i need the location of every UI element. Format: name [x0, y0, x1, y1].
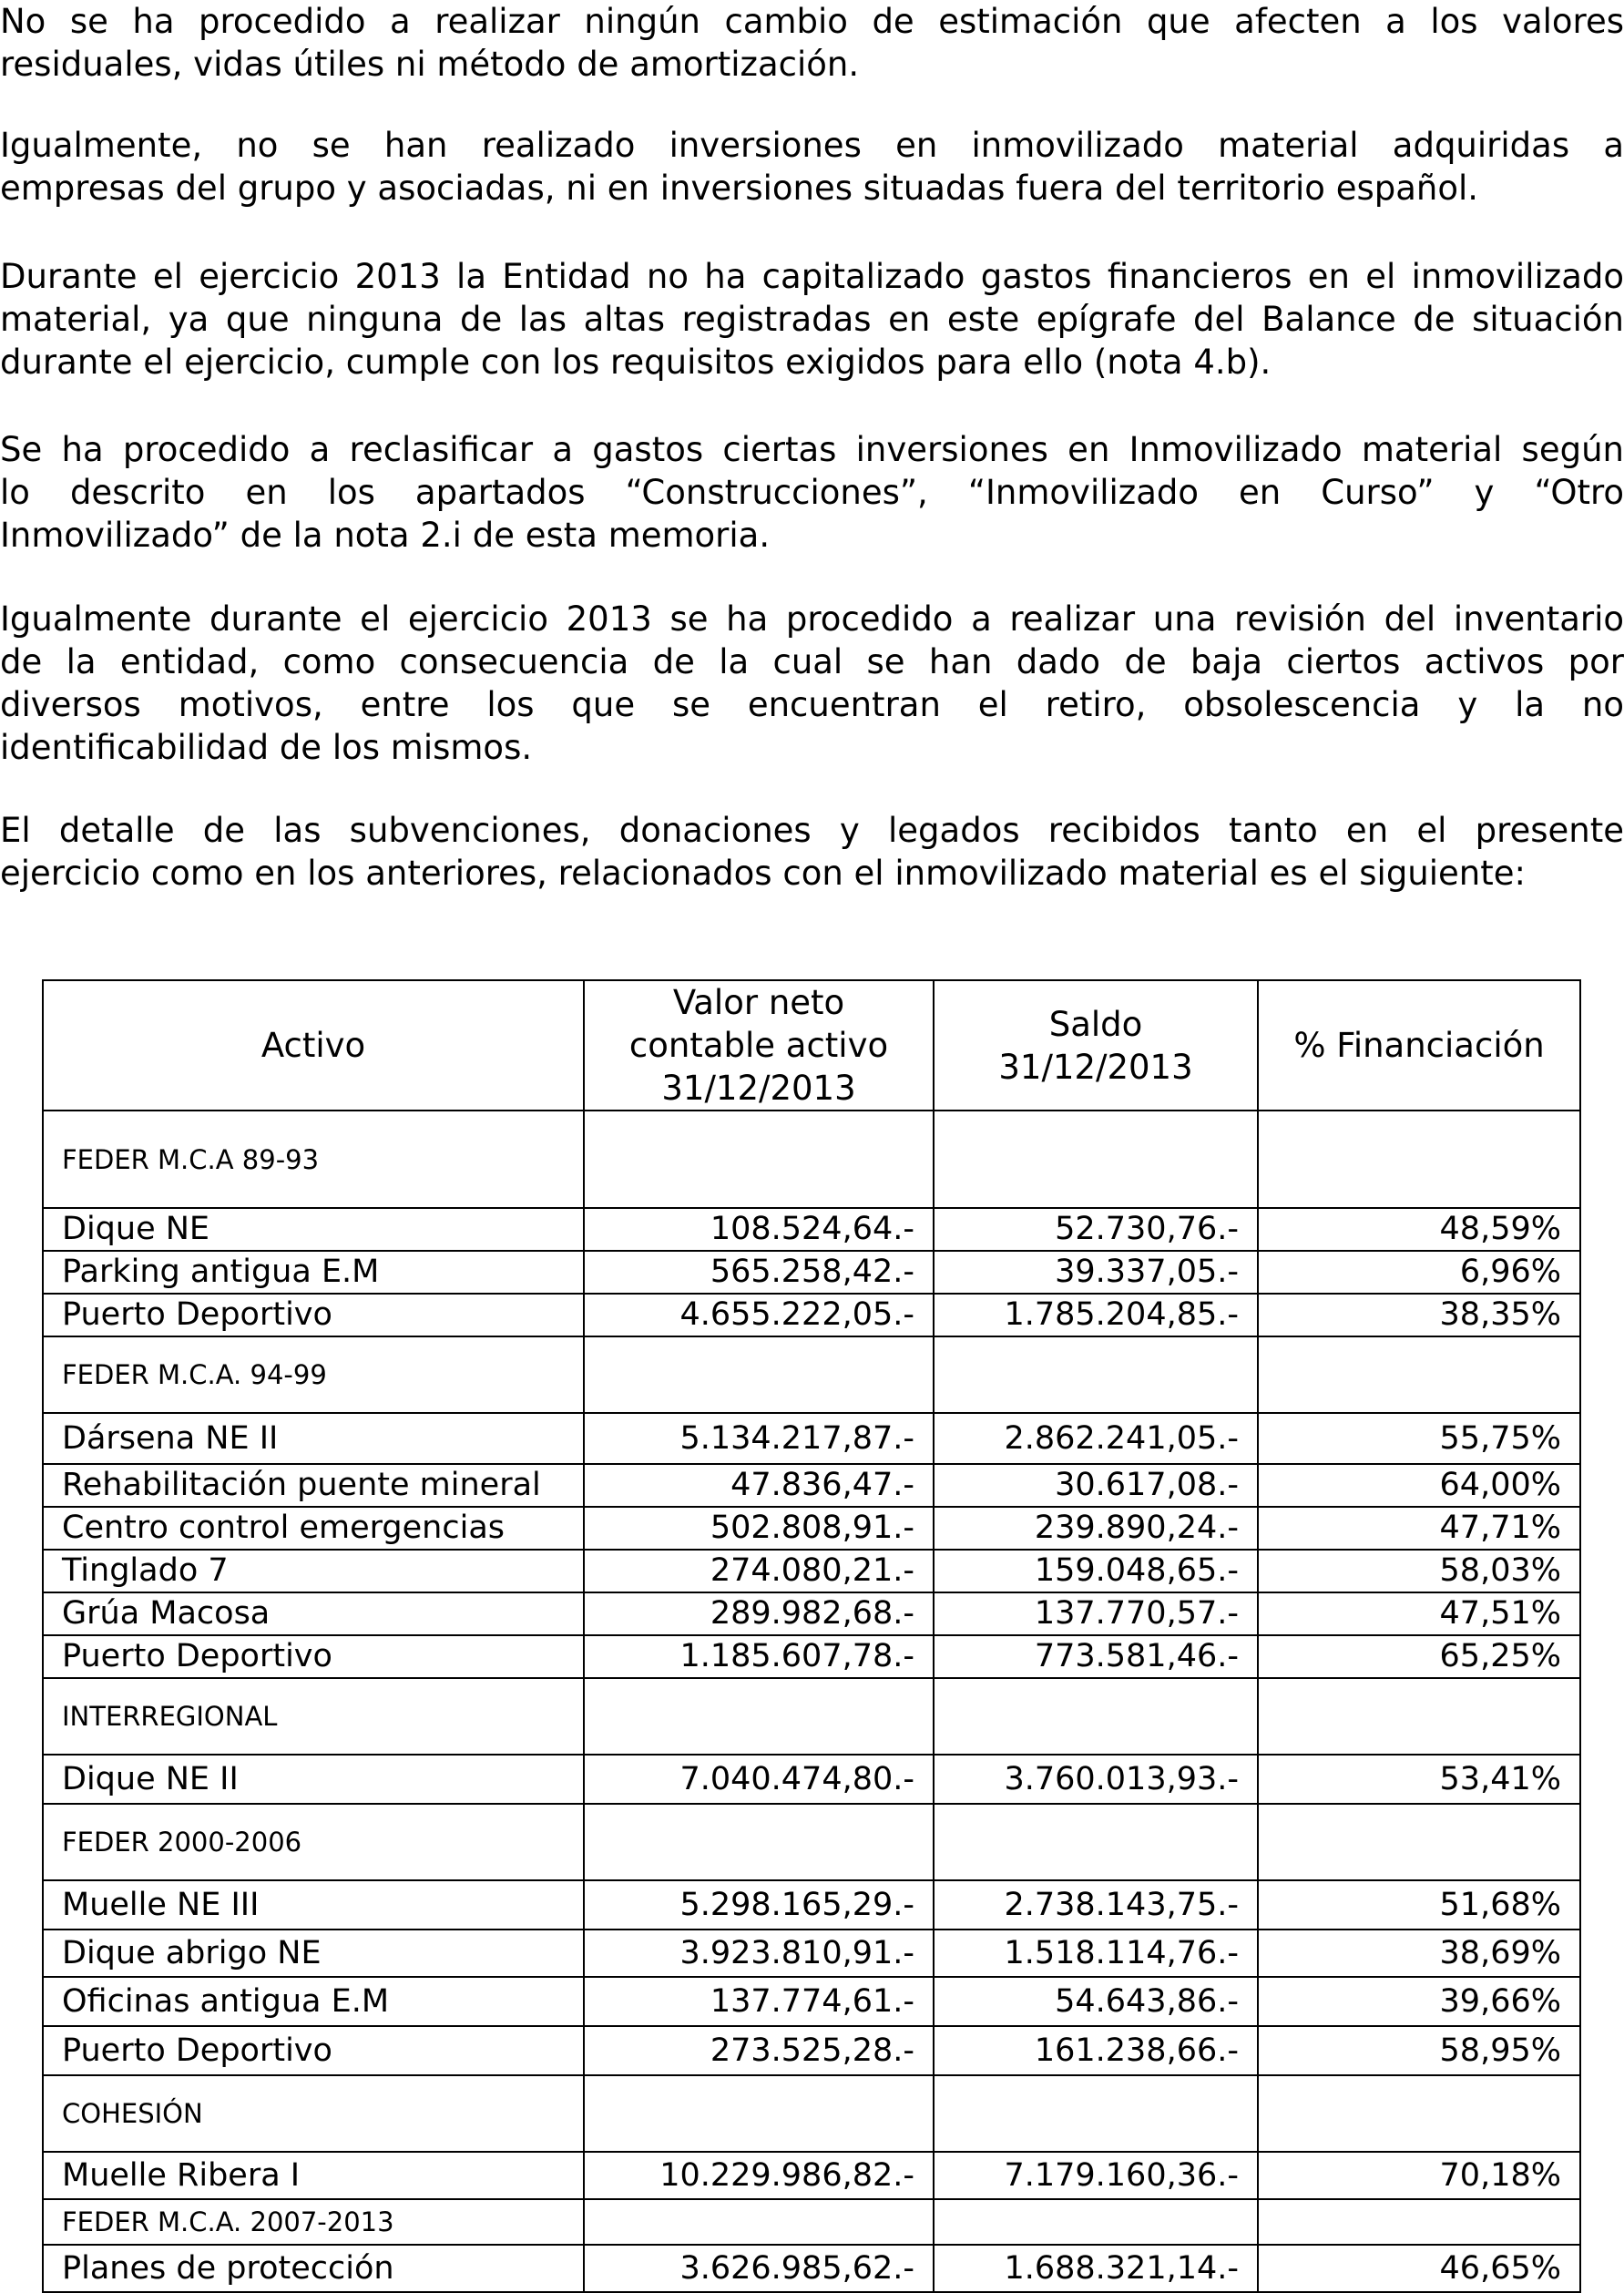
header-valor-neto: Valor neto contable activo 31/12/2013 — [584, 980, 934, 1111]
header-activo: Activo — [43, 980, 584, 1111]
table-body — [43, 1111, 1580, 2292]
cell-saldo: 239.890,24.- — [934, 1507, 1258, 1550]
table-row — [43, 1208, 1580, 1251]
paragraph-line: Igualmente durante el ejercicio 2013 se ha procedido a realizar una revisión del inventario — [0, 599, 1624, 639]
empty-cell — [584, 1678, 934, 1755]
table-row — [43, 1977, 1580, 2026]
cell-financiacion: 70,18% — [1258, 2152, 1580, 2199]
cell-saldo: 7.179.160,36.- — [934, 2152, 1258, 2199]
paragraph-line: El detalle de las subvenciones, donaciones y legados recibidos tanto en el presente — [0, 811, 1624, 850]
cell-valor-neto: 108.524,64.- — [584, 1208, 934, 1251]
paragraph-line: Inmovilizado” de la nota 2.i de esta memoria. — [0, 516, 771, 555]
cell-activo: Dique NE — [43, 1208, 584, 1251]
cell-activo: Puerto Deportivo — [43, 2026, 584, 2075]
table-row — [43, 1294, 1580, 1336]
paragraph-line: ejercicio como en los anteriores, relacionados con el inmovilizado material es el siguiente: — [0, 854, 1526, 893]
cell-activo: Planes de protección — [43, 2245, 584, 2292]
empty-cell — [1258, 1111, 1580, 1208]
group-row — [43, 1111, 1580, 1208]
table-row — [43, 1592, 1580, 1635]
cell-saldo: 54.643,86.- — [934, 1977, 1258, 2026]
cell-financiacion: 55,75% — [1258, 1413, 1580, 1464]
paragraph — [0, 255, 1624, 384]
cell-saldo: 161.238,66.- — [934, 2026, 1258, 2075]
header-saldo: Saldo 31/12/2013 — [934, 980, 1258, 1111]
paragraph-line: Se ha procedido a reclasificar a gastos ciertas inversiones en Inmovilizado material según — [0, 430, 1624, 469]
table-row — [43, 1413, 1580, 1464]
paragraph-line: de la entidad, como consecuencia de la cual se han dado de baja ciertos activos por — [0, 642, 1624, 681]
cell-financiacion: 6,96% — [1258, 1251, 1580, 1294]
cell-valor-neto: 1.185.607,78.- — [584, 1635, 934, 1678]
table-row — [43, 1930, 1580, 1977]
paragraph-line: Durante el ejercicio 2013 la Entidad no ha capitalizado gastos financieros en el inmovilizado — [0, 257, 1624, 296]
cell-financiacion: 38,69% — [1258, 1930, 1580, 1977]
cell-activo: Dársena NE II — [43, 1413, 584, 1464]
cell-activo: Dique NE II — [43, 1755, 584, 1804]
table-row — [43, 1880, 1580, 1930]
table-row — [43, 2245, 1580, 2292]
cell-saldo: 2.862.241,05.- — [934, 1413, 1258, 1464]
group-row — [43, 1804, 1580, 1880]
cell-valor-neto: 565.258,42.- — [584, 1251, 934, 1294]
cell-activo: Puerto Deportivo — [43, 1294, 584, 1336]
cell-saldo: 1.518.114,76.- — [934, 1930, 1258, 1977]
cell-valor-neto: 289.982,68.- — [584, 1592, 934, 1635]
cell-valor-neto: 137.774,61.- — [584, 1977, 934, 2026]
group-row — [43, 2199, 1580, 2245]
empty-cell — [934, 2199, 1258, 2245]
cell-activo: Muelle NE III — [43, 1880, 584, 1930]
cell-activo: Rehabilitación puente mineral — [43, 1464, 584, 1507]
empty-cell — [934, 1111, 1258, 1208]
cell-saldo: 2.738.143,75.- — [934, 1880, 1258, 1930]
cell-financiacion: 47,71% — [1258, 1507, 1580, 1550]
table-header-row — [43, 980, 1580, 1111]
empty-cell — [1258, 1804, 1580, 1880]
cell-valor-neto: 4.655.222,05.- — [584, 1294, 934, 1336]
cell-valor-neto: 5.298.165,29.- — [584, 1880, 934, 1930]
cell-saldo: 52.730,76.- — [934, 1208, 1258, 1251]
paragraph — [0, 809, 1624, 895]
group-row — [43, 2075, 1580, 2152]
table-row — [43, 1507, 1580, 1550]
empty-cell — [934, 1804, 1258, 1880]
paragraph — [0, 124, 1624, 210]
paragraph-line: empresas del grupo y asociadas, ni en inversiones situadas fuera del territorio español. — [0, 169, 1479, 208]
paragraph-line: durante el ejercicio, cumple con los requisitos exigidos para ello (nota 4.b). — [0, 343, 1272, 382]
cell-activo: Muelle Ribera I — [43, 2152, 584, 2199]
paragraph-line: residuales, vidas útiles ni método de amortización. — [0, 45, 860, 84]
table-row — [43, 2026, 1580, 2075]
empty-cell — [584, 2075, 934, 2152]
cell-financiacion: 46,65% — [1258, 2245, 1580, 2292]
cell-activo: Puerto Deportivo — [43, 1635, 584, 1678]
cell-financiacion: 47,51% — [1258, 1592, 1580, 1635]
cell-saldo: 773.581,46.- — [934, 1635, 1258, 1678]
cell-activo: Centro control emergencias — [43, 1507, 584, 1550]
paragraph — [0, 428, 1624, 557]
cell-activo: Parking antigua E.M — [43, 1251, 584, 1294]
table-row — [43, 2152, 1580, 2199]
cell-valor-neto: 502.808,91.- — [584, 1507, 934, 1550]
empty-cell — [584, 1804, 934, 1880]
cell-financiacion: 53,41% — [1258, 1755, 1580, 1804]
cell-valor-neto: 5.134.217,87.- — [584, 1413, 934, 1464]
paragraph-line: material, ya que ninguna de las altas registradas en este epígrafe del Balance de situación — [0, 300, 1624, 339]
cell-valor-neto: 47.836,47.- — [584, 1464, 934, 1507]
table-row — [43, 1251, 1580, 1294]
cell-valor-neto: 7.040.474,80.- — [584, 1755, 934, 1804]
cell-activo: Dique abrigo NE — [43, 1930, 584, 1977]
table-row — [43, 1464, 1580, 1507]
group-name: FEDER 2000-2006 — [43, 1804, 584, 1880]
header-financiacion: % Financiación — [1258, 980, 1580, 1111]
group-name: FEDER M.C.A. 94-99 — [43, 1336, 584, 1413]
group-row — [43, 1336, 1580, 1413]
cell-saldo: 137.770,57.- — [934, 1592, 1258, 1635]
cell-financiacion: 39,66% — [1258, 1977, 1580, 2026]
cell-valor-neto: 3.626.985,62.- — [584, 2245, 934, 2292]
group-name: COHESIÓN — [43, 2075, 584, 2152]
cell-financiacion: 64,00% — [1258, 1464, 1580, 1507]
cell-activo: Grúa Macosa — [43, 1592, 584, 1635]
paragraph-line: identificabilidad de los mismos. — [0, 728, 533, 767]
empty-cell — [584, 2199, 934, 2245]
empty-cell — [1258, 1336, 1580, 1413]
cell-financiacion: 51,68% — [1258, 1880, 1580, 1930]
empty-cell — [934, 1678, 1258, 1755]
table-row — [43, 1755, 1580, 1804]
cell-saldo: 1.785.204,85.- — [934, 1294, 1258, 1336]
paragraph — [0, 598, 1624, 769]
empty-cell — [1258, 1678, 1580, 1755]
paragraph — [0, 0, 1624, 86]
cell-activo: Oficinas antigua E.M — [43, 1977, 584, 2026]
empty-cell — [1258, 2199, 1580, 2245]
cell-valor-neto: 3.923.810,91.- — [584, 1930, 934, 1977]
cell-financiacion: 58,95% — [1258, 2026, 1580, 2075]
empty-cell — [584, 1111, 934, 1208]
cell-financiacion: 65,25% — [1258, 1635, 1580, 1678]
group-name: FEDER M.C.A 89-93 — [43, 1111, 584, 1208]
empty-cell — [584, 1336, 934, 1413]
cell-valor-neto: 10.229.986,82.- — [584, 2152, 934, 2199]
empty-cell — [934, 1336, 1258, 1413]
cell-saldo: 39.337,05.- — [934, 1251, 1258, 1294]
cell-saldo: 30.617,08.- — [934, 1464, 1258, 1507]
paragraph-line: Igualmente, no se han realizado inversiones en inmovilizado material adquiridas a — [0, 126, 1624, 165]
paragraph-line: diversos motivos, entre los que se encuentran el retiro, obsolescencia y la no — [0, 685, 1624, 724]
group-name: INTERREGIONAL — [43, 1678, 584, 1755]
cell-saldo: 159.048,65.- — [934, 1550, 1258, 1592]
cell-saldo: 3.760.013,93.- — [934, 1755, 1258, 1804]
table-row — [43, 1550, 1580, 1592]
grants-table — [42, 979, 1581, 2293]
group-row — [43, 1678, 1580, 1755]
cell-financiacion: 48,59% — [1258, 1208, 1580, 1251]
cell-saldo: 1.688.321,14.- — [934, 2245, 1258, 2292]
cell-financiacion: 58,03% — [1258, 1550, 1580, 1592]
table-row — [43, 1635, 1580, 1678]
paragraph-line: lo descrito en los apartados “Construcciones”, “Inmovilizado en Curso” y “Otro — [0, 473, 1624, 512]
cell-financiacion: 38,35% — [1258, 1294, 1580, 1336]
cell-activo: Tinglado 7 — [43, 1550, 584, 1592]
cell-valor-neto: 273.525,28.- — [584, 2026, 934, 2075]
cell-valor-neto: 274.080,21.- — [584, 1550, 934, 1592]
empty-cell — [1258, 2075, 1580, 2152]
paragraph-line: No se ha procedido a realizar ningún cambio de estimación que afecten a los valores — [0, 2, 1624, 41]
group-name: FEDER M.C.A. 2007-2013 — [43, 2199, 584, 2245]
empty-cell — [934, 2075, 1258, 2152]
